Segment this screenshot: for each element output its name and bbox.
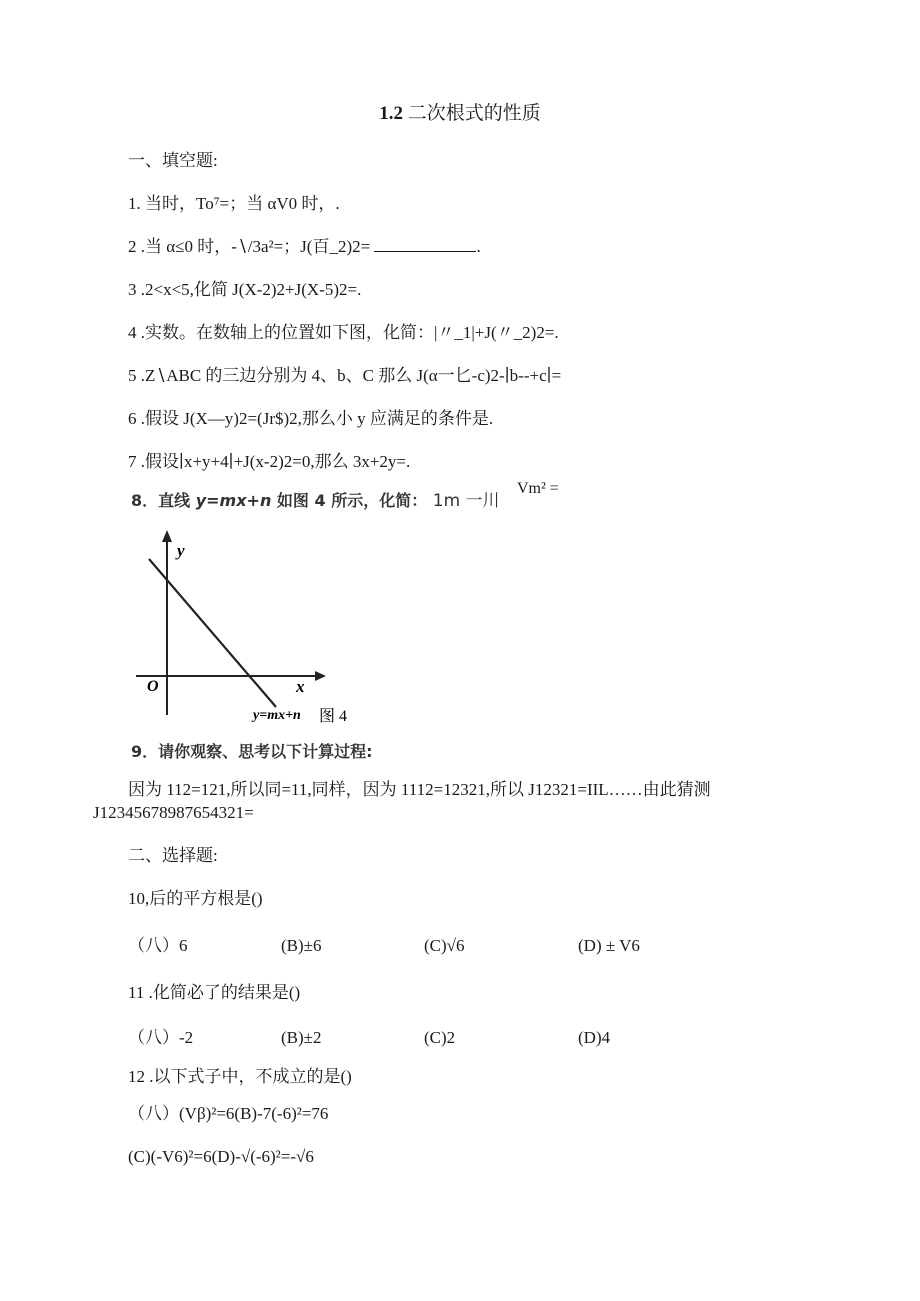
x-axis-arrow [315,671,326,681]
question-5: 5 .Z∖ABC 的三边分别为 4、b、C 那么 J(α一匕-c)2-∣b--+c∣= [128,366,562,385]
question-4: 4 .实数。在数轴上的位置如下图，化简：|〃_1|+J(〃_2)2=. [128,323,559,342]
q11-option-a: （八）-2 [128,1028,194,1047]
line-graph [149,559,276,707]
question-9-body-line-2: J12345678987654321= [93,803,254,822]
y-axis-label: y [177,541,185,560]
question-9-body-line-1: 因为 112=121,所以同=11,同样，因为 1112=12321,所以 J12321=IIL……由此猜测 [128,780,711,799]
figure-caption: 图 4 [319,708,348,725]
question-3: 3 .2<x<5,化简 J(X-2)2+J(X-5)2=. [128,280,362,299]
question-12: 12 .以下式子中，不成立的是() [128,1067,352,1086]
q10-option-b: (B)±6 [281,936,322,955]
y-axis-arrow [162,530,172,542]
question-2 [128,236,481,258]
q10-option-d: (D) ± V6 [578,936,640,955]
question-8 [131,490,500,512]
q12-options-line-2: (C)(-V6)²=6(D)-√(-6)²=-√6 [128,1147,314,1166]
question-11: 11 .化简必了的结果是() [128,983,301,1002]
answer-blank [374,237,476,252]
title-text: 二次根式的性质 [407,103,541,124]
line-equation-label: y=mx+n [253,708,301,723]
page-title [0,103,920,125]
origin-label: O [147,678,159,695]
question-9: 9．请你观察、思考以下计算过程: [131,742,373,761]
q12-options-line-1: （八）(Vβ)²=6(B)-7(-6)²=76 [128,1104,329,1123]
title-number: 1.2 [379,103,403,124]
question-10: 10,后的平方根是() [128,889,263,908]
x-axis-label: x [296,677,305,696]
question-8-equation: y=mx+n [195,491,272,510]
question-6: 6 .假设 J(X—y)2=(Jr$)2,那么小 y 应满足的条件是. [128,409,494,428]
question-8-lead: 8．直线 [131,491,191,510]
q10-option-a: （八）6 [128,936,188,955]
question-2-end: . [476,237,481,256]
q11-option-c: (C)2 [424,1028,456,1047]
question-8-instruction: 如图 4 所示，化简： [276,491,428,510]
q10-option-c: (C)√6 [424,936,465,955]
section-fill-in-heading: 一、填空题: [128,151,218,170]
figure-4-graph [130,525,370,730]
section-choice-heading: 二、选择题: [128,846,218,865]
question-1: 1. 当时，To⁷=；当 αV0 时，. [128,194,340,213]
question-8-root-term: Vm² = [517,480,559,497]
question-7: 7 .假设∣x+y+4∣+J(x-2)2=0,那么 3x+2y=. [128,452,411,471]
q11-option-b: (B)±2 [281,1028,322,1047]
question-2-text: 2 .当 α≤0 时，-∖/3a²=；J(百_2)2= [128,237,371,256]
q11-option-d: (D)4 [578,1028,611,1047]
question-8-expression: 1m 一川 [432,491,500,511]
